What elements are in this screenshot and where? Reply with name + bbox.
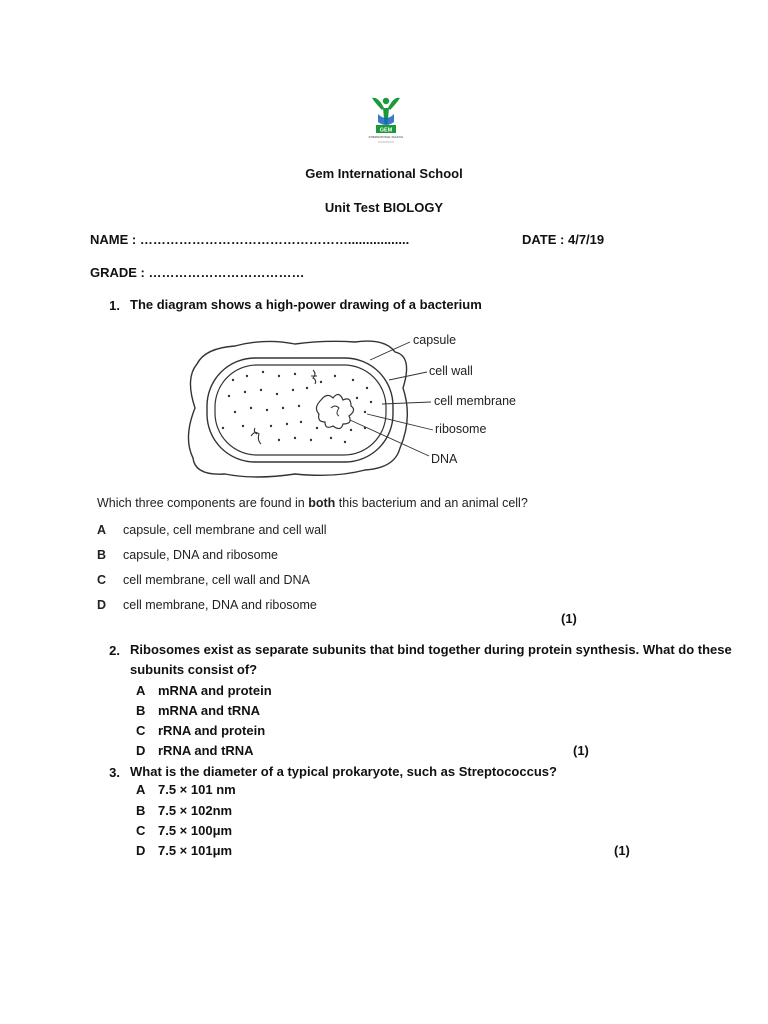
name-field: NAME : …………………………………………................. [90, 232, 410, 247]
option-letter: A [97, 523, 107, 537]
grade-field: GRADE : ……………………………… [90, 265, 305, 280]
q1-option-c [97, 573, 310, 587]
q2-option-b [136, 703, 260, 718]
question-3-text: What is the diameter of a typical prokaryote, such as Streptococcus? [130, 764, 557, 779]
question-1-number: 1. [109, 298, 120, 313]
prompt-emphasis: both [308, 496, 336, 510]
q3-option-d [136, 843, 232, 858]
q3-option-b [136, 803, 232, 818]
q1-option-d [97, 598, 317, 612]
prompt-part-2: this bacterium and an animal cell? [335, 496, 528, 510]
option-letter: C [97, 573, 107, 587]
option-text: mRNA and protein [158, 683, 272, 698]
question-2-text-line-1: Ribosomes exist as separate subunits that bind together during protein synthesis. What do these [130, 642, 732, 657]
q2-option-d [136, 743, 254, 758]
option-text: 7.5 × 101 nm [158, 782, 236, 797]
option-text: capsule, cell membrane and cell wall [123, 523, 327, 537]
question-2-mark: (1) [573, 743, 589, 758]
question-1-prompt [97, 496, 528, 510]
label-dna: DNA [431, 452, 458, 466]
question-3-number: 3. [109, 765, 120, 780]
option-text: 7.5 × 102nm [158, 803, 233, 818]
school-name: Gem International School [305, 166, 463, 181]
question-3-mark: (1) [614, 843, 630, 858]
question-2-number: 2. [109, 643, 120, 658]
option-text: rRNA and tRNA [158, 743, 254, 758]
option-text: rRNA and protein [158, 723, 266, 738]
question-1-text: The diagram shows a high-power drawing of a bacterium [130, 297, 482, 312]
option-letter: B [97, 548, 107, 562]
option-letter: D [136, 843, 146, 858]
option-letter: B [136, 803, 146, 818]
option-letter: A [136, 683, 146, 698]
question-2-text-line-2: subunits consist of? [130, 662, 258, 677]
logo-graphic [368, 92, 404, 148]
q2-option-c [136, 723, 265, 738]
bacterium-diagram [95, 328, 540, 488]
bacterium-illustration [95, 328, 540, 488]
logo-subtext: INTERNATIONAL SCHOOL [368, 135, 404, 139]
option-letter: D [136, 743, 146, 758]
option-letter: A [136, 782, 146, 797]
test-title: Unit Test BIOLOGY [324, 200, 444, 215]
option-text: capsule, DNA and ribosome [123, 548, 278, 562]
q3-option-c [136, 823, 232, 838]
option-text: 7.5 × 101μm [158, 843, 233, 858]
option-letter: C [136, 723, 146, 738]
q1-option-b [97, 548, 278, 562]
label-cell-wall: cell wall [429, 364, 473, 378]
label-ribosome: ribosome [435, 422, 487, 436]
date-field: DATE : 4/7/19 [522, 232, 605, 247]
option-letter: D [97, 598, 107, 612]
prompt-part-1: Which three components are found in [97, 496, 309, 510]
logo-text: GEM [379, 127, 393, 134]
option-text: cell membrane, cell wall and DNA [123, 573, 310, 587]
q3-option-a [136, 782, 236, 797]
option-text: 7.5 × 100μm [158, 823, 233, 838]
option-text: cell membrane, DNA and ribosome [123, 598, 317, 612]
option-letter: C [136, 823, 146, 838]
option-text: mRNA and tRNA [158, 703, 261, 718]
label-capsule: capsule [413, 333, 457, 347]
option-letter: B [136, 703, 146, 718]
q2-option-a [136, 683, 272, 698]
question-1-mark: (1) [561, 611, 577, 626]
label-cell-membrane: cell membrane [434, 394, 516, 408]
school-logo [368, 92, 404, 148]
q1-option-a [97, 523, 327, 537]
